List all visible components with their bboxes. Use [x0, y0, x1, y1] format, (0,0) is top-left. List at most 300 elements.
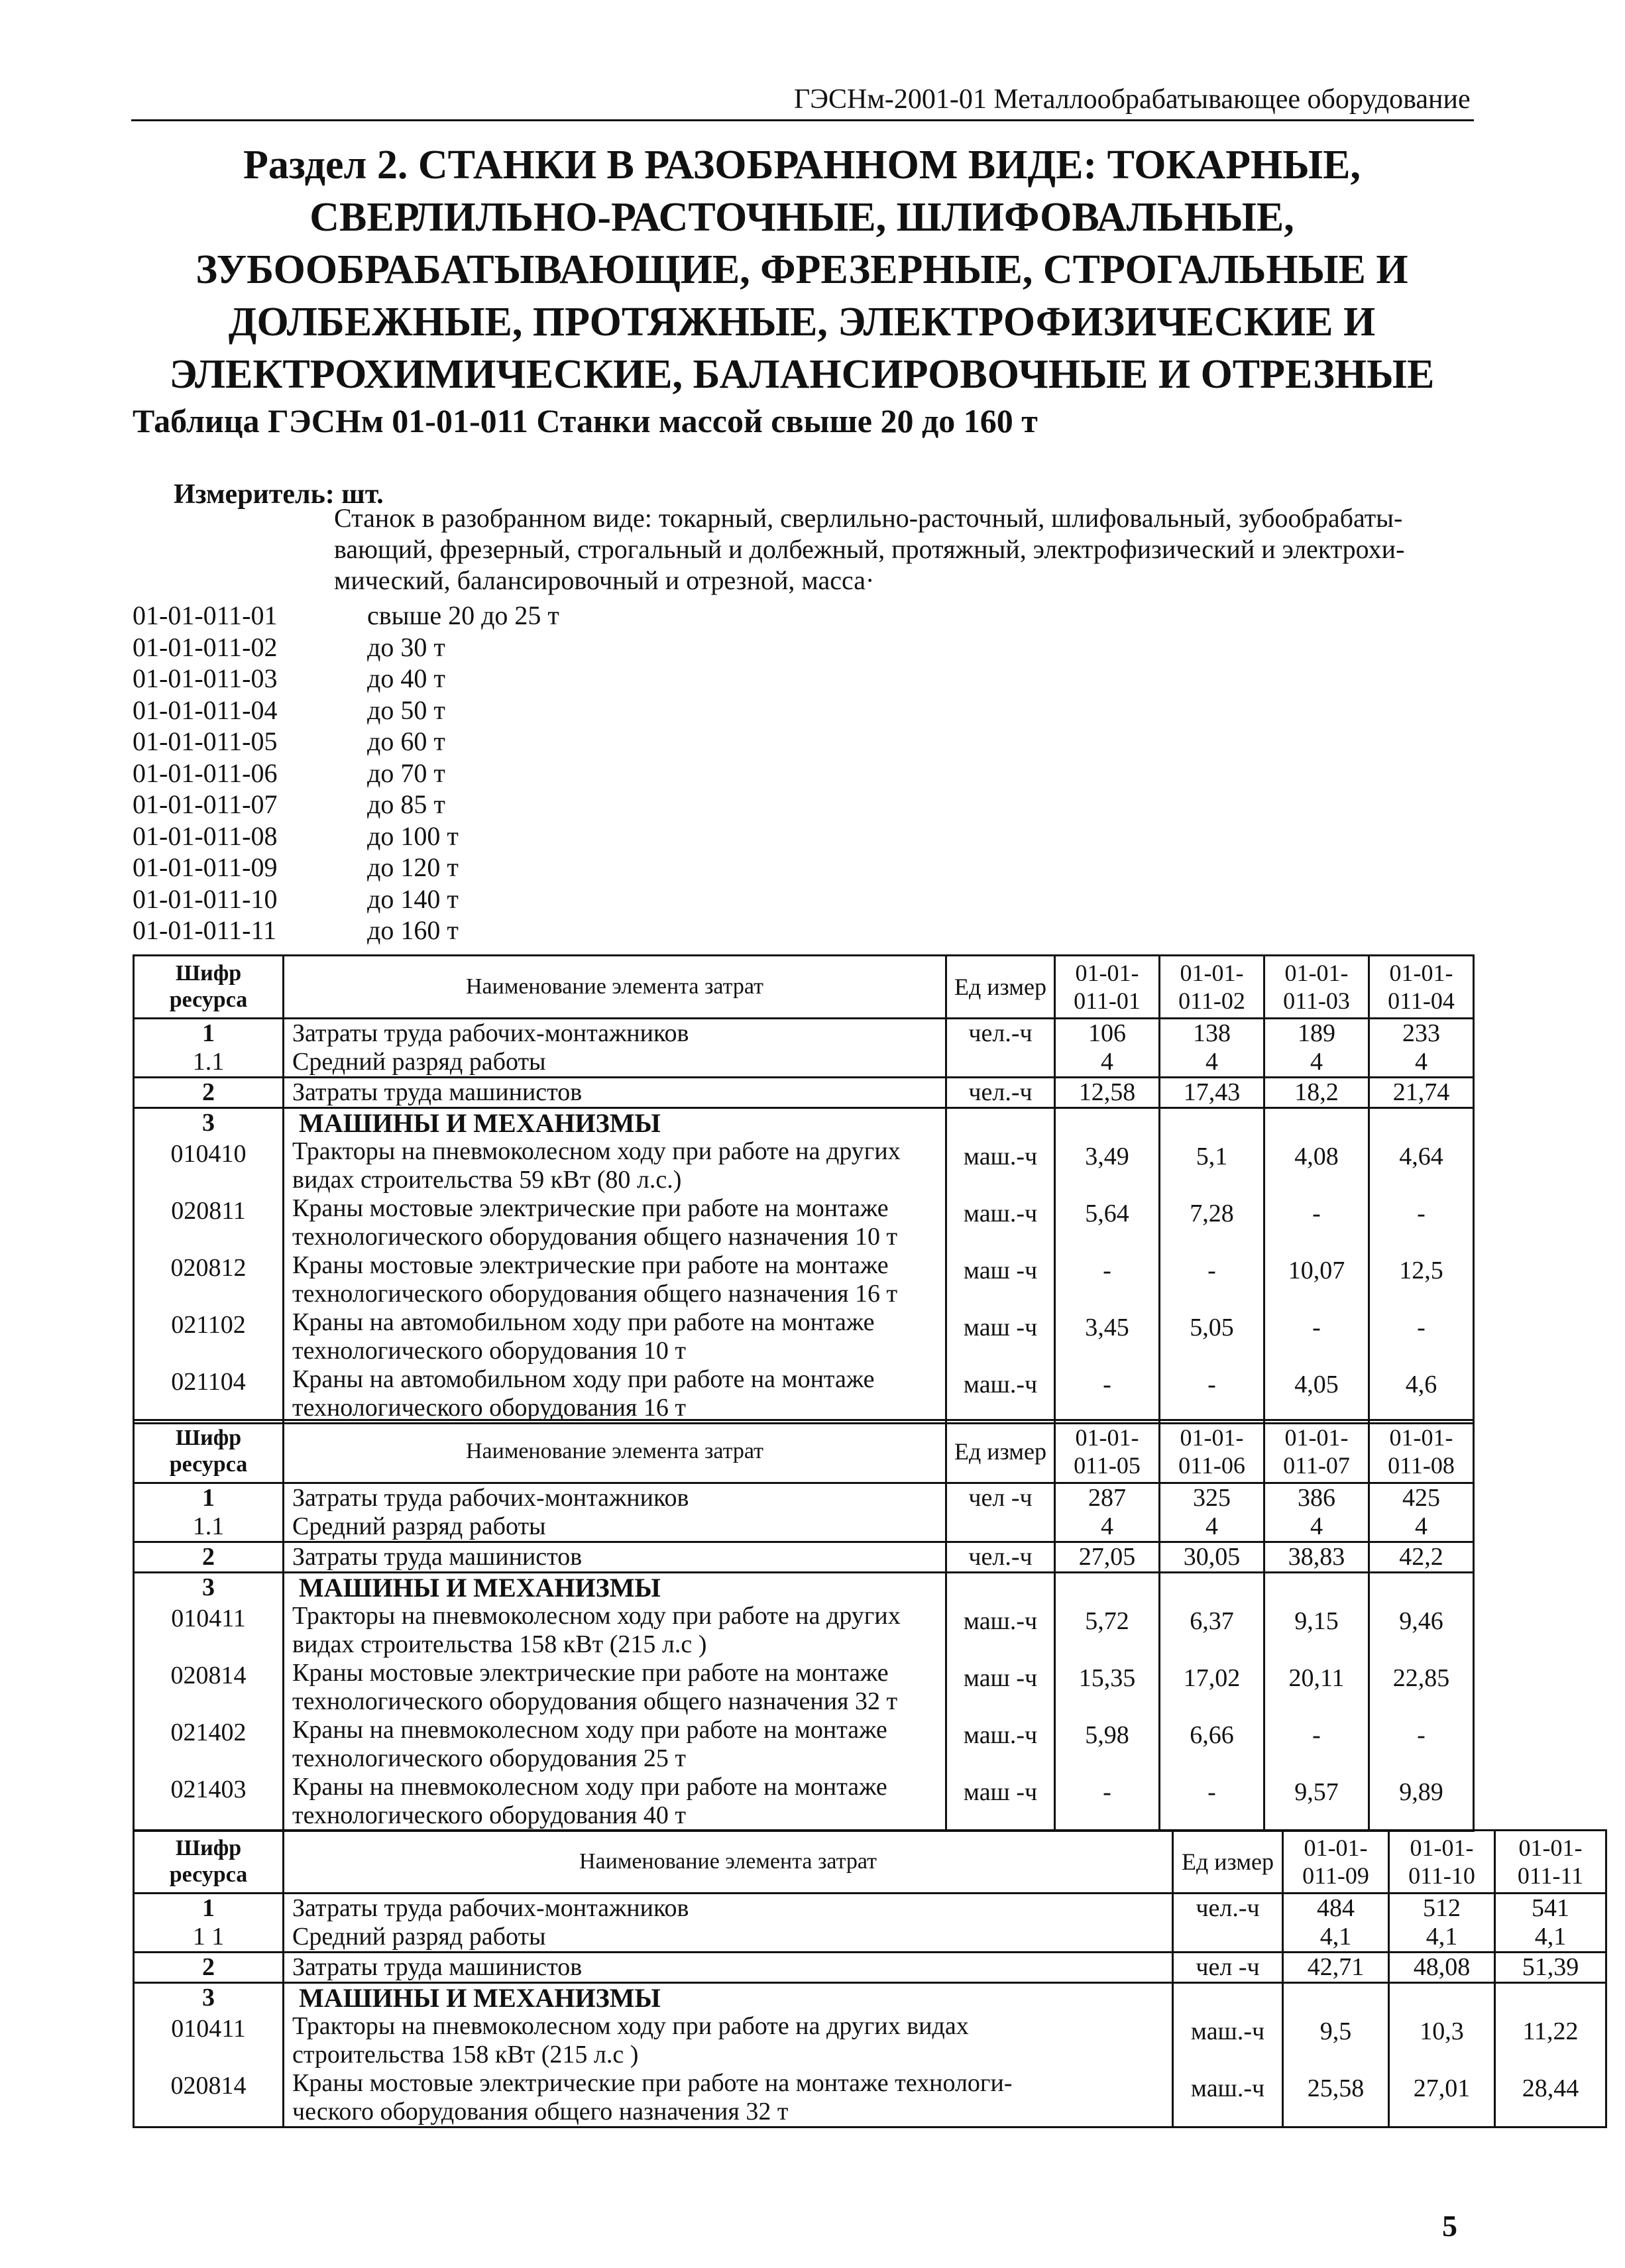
- value-cell: 425: [1369, 1483, 1474, 1513]
- resource-table-3: [133, 1829, 1607, 2128]
- cost-element-line: МАШИНЫ И МЕХАНИЗМЫ: [299, 1108, 661, 1138]
- cost-element-line: Затраты труда рабочих-монтажников: [292, 1019, 689, 1047]
- unit-of-measure: чел -ч: [1173, 1953, 1283, 1983]
- table-title: Таблица ГЭСНм 01-01-011 Станки массой свыше 20 до 160 т: [133, 402, 1038, 439]
- value-cell: 325: [1160, 1483, 1264, 1513]
- section-title-line: СВЕРЛИЛЬНО-РАСТОЧНЫЕ, ШЛИФОВАЛЬНЫЕ,: [309, 195, 1294, 240]
- cost-element-name: [284, 1659, 946, 1716]
- unit-of-measure: маш.-ч: [946, 1365, 1055, 1424]
- table-row: [134, 1573, 1474, 1603]
- value-cell: 5,72: [1055, 1602, 1160, 1659]
- value-cell: 541: [1495, 1894, 1606, 1923]
- cost-element-line: Затраты труда рабочих-монтажников: [292, 1894, 689, 1922]
- table-row: [134, 1019, 1474, 1049]
- cost-element-name: [284, 1251, 946, 1308]
- section-title-line: ЗУБООБРАБАТЫВАЮЩИЕ, ФРЕЗЕРНЫЕ, СТРОГАЛЬНЫЕ И: [196, 247, 1408, 292]
- resource-table-1: [133, 954, 1475, 1424]
- header-column-code: [1283, 1831, 1389, 1894]
- value-cell: 9,15: [1264, 1602, 1369, 1659]
- code-mass: до 100 т: [367, 821, 459, 851]
- header-code: Шифр ресурса: [134, 1831, 284, 1894]
- code-number: 01-01-011-10: [133, 883, 278, 914]
- header-code: Шифр ресурса: [134, 1420, 284, 1483]
- resource-code: 020814: [134, 1659, 284, 1716]
- header-column-line: 01-01-: [1410, 1835, 1474, 1861]
- value-cell: 3,45: [1055, 1308, 1160, 1365]
- code-mass: до 160 т: [367, 915, 459, 945]
- table-row: [134, 1602, 1474, 1659]
- resource-code: 020814: [134, 2069, 284, 2127]
- header-column-code: [1160, 1420, 1264, 1483]
- header-column-line: 011-10: [1408, 1862, 1475, 1889]
- value-cell: 233: [1369, 1019, 1474, 1049]
- cost-element-line: Тракторы на пневмоколесном ходу при работе на других видах: [292, 2012, 969, 2040]
- header-column-line: 011-07: [1283, 1452, 1350, 1479]
- header-column-line: 01-01-: [1180, 1424, 1244, 1451]
- cost-element-name: [284, 1019, 946, 1049]
- table-row: [134, 1716, 1474, 1773]
- resource-code: 2: [134, 1953, 284, 1983]
- unit-of-measure: маш -ч: [946, 1251, 1055, 1308]
- header-column-code: [1264, 1420, 1369, 1483]
- value-cell: 3,49: [1055, 1137, 1160, 1194]
- unit-of-measure: маш.-ч: [946, 1194, 1055, 1251]
- table-row: [134, 1108, 1474, 1138]
- cost-element-line: технологического оборудования общего назначения 32 т: [292, 1687, 898, 1715]
- code-number: 01-01-011-09: [133, 852, 278, 882]
- cost-element-line: Затраты труда машинистов: [292, 1953, 583, 1981]
- value-cell: 4: [1264, 1512, 1369, 1542]
- cost-element-name: [284, 1894, 1173, 1923]
- value-cell: 4: [1160, 1048, 1264, 1078]
- unit-of-measure: маш -ч: [946, 1659, 1055, 1716]
- cost-element-line: МАШИНЫ И МЕХАНИЗМЫ: [299, 1983, 661, 2013]
- value-cell: 4,1: [1283, 1923, 1389, 1953]
- value-cell: 4: [1055, 1512, 1160, 1542]
- resource-code: 2: [134, 1078, 284, 1108]
- cost-element-line: Краны на автомобильном ходу при работе на монтаже: [292, 1365, 875, 1393]
- unit-of-measure: [946, 1048, 1055, 1078]
- code-number: 01-01-011-04: [133, 695, 278, 725]
- value-cell: 12,5: [1369, 1251, 1474, 1308]
- code-row: [133, 852, 596, 883]
- table-row: [134, 1048, 1474, 1078]
- value-cell: 5,64: [1055, 1194, 1160, 1251]
- cost-element-name: [284, 2069, 1173, 2127]
- cost-element-line: технологического оборудования 10 т: [292, 1337, 686, 1365]
- header-name: Наименование элемента затрат: [284, 1420, 946, 1483]
- cost-element-line: видах строительства 59 кВт (80 л.с.): [292, 1166, 682, 1194]
- value-cell: 15,35: [1055, 1659, 1160, 1716]
- cost-element-name: [284, 1573, 946, 1603]
- value-cell: 9,89: [1369, 1773, 1474, 1831]
- cost-element-line: Средний разряд работы: [292, 1923, 546, 1951]
- value-cell: 4,64: [1369, 1137, 1474, 1194]
- unit-of-measure: маш -ч: [946, 1773, 1055, 1831]
- value-cell: 5,1: [1160, 1137, 1264, 1194]
- value-cell: 287: [1055, 1483, 1160, 1513]
- code-number: 01-01-011-11: [133, 915, 276, 945]
- table-row: [134, 2012, 1606, 2069]
- value-cell: [1264, 1573, 1369, 1603]
- header-column-code: [1055, 956, 1160, 1019]
- value-cell: -: [1264, 1194, 1369, 1251]
- code-mass: до 85 т: [367, 789, 445, 819]
- header-code: Шифр ресурса: [134, 956, 284, 1019]
- cost-element-line: Краны мостовые электрические при работе на монтаже: [292, 1194, 889, 1222]
- cost-element-line: строительства 158 кВт (215 л.с ): [292, 2041, 639, 2069]
- code-row: [133, 915, 596, 946]
- code-mass: до 140 т: [367, 883, 459, 914]
- cost-element-name: [284, 1512, 946, 1542]
- unit-of-measure: маш -ч: [946, 1308, 1055, 1365]
- cost-element-line: Краны на пневмоколесном ходу при работе на монтаже: [292, 1773, 887, 1801]
- section-title-line: ДОЛБЕЖНЫЕ, ПРОТЯЖНЫЕ, ЭЛЕКТРОФИЗИЧЕСКИЕ И: [228, 300, 1376, 345]
- table-row: [134, 1251, 1474, 1308]
- value-cell: [1055, 1573, 1160, 1603]
- cost-element-name: [284, 1716, 946, 1773]
- resource-code: 1: [134, 1019, 284, 1049]
- cost-element-line: технологического оборудования общего назначения 16 т: [292, 1280, 898, 1308]
- section-title: [152, 139, 1451, 401]
- value-cell: 42,2: [1369, 1542, 1474, 1573]
- header-name: Наименование элемента затрат: [284, 1831, 1173, 1894]
- cost-element-name: [284, 2012, 1173, 2069]
- cost-element-line: Тракторы на пневмоколесном ходу при работе на других: [292, 1137, 901, 1165]
- table-header-row: [134, 956, 1474, 1019]
- value-cell: [1264, 1108, 1369, 1138]
- cost-element-line: ческого оборудования общего назначения 32 т: [292, 2098, 789, 2126]
- cost-element-line: Краны на автомобильном ходу при работе на монтаже: [292, 1308, 875, 1336]
- header-column-line: 01-01-: [1389, 960, 1453, 986]
- value-cell: 4: [1055, 1048, 1160, 1078]
- cost-element-name: [284, 1194, 946, 1251]
- unit-of-measure: [946, 1573, 1055, 1603]
- cost-element-name: [284, 1923, 1173, 1953]
- header-column-code: [1369, 956, 1474, 1019]
- value-cell: -: [1369, 1194, 1474, 1251]
- header-column-line: 01-01-: [1284, 960, 1349, 986]
- code-mass: свыше 20 до 25 т: [367, 600, 559, 630]
- value-cell: 17,02: [1160, 1659, 1264, 1716]
- value-cell: 30,05: [1160, 1542, 1264, 1573]
- value-cell: 6,37: [1160, 1602, 1264, 1659]
- value-cell: 27,01: [1389, 2069, 1495, 2127]
- unit-of-measure: маш.-ч: [946, 1602, 1055, 1659]
- table-header-row: [134, 1420, 1474, 1483]
- table-row: [134, 1542, 1474, 1573]
- value-cell: [1495, 1983, 1606, 2013]
- value-cell: [1283, 1983, 1389, 2013]
- cost-element-line: Краны мостовые электрические при работе на монтаже технологи-: [292, 2069, 1013, 2097]
- code-mass: до 70 т: [367, 758, 445, 788]
- resource-code: 020811: [134, 1194, 284, 1251]
- cost-element-line: Тракторы на пневмоколесном ходу при работе на других: [292, 1602, 901, 1630]
- code-mass: до 30 т: [367, 632, 445, 662]
- table-row: [134, 1365, 1474, 1424]
- value-cell: 4,08: [1264, 1137, 1369, 1194]
- value-cell: -: [1264, 1716, 1369, 1773]
- unit-of-measure: [946, 1108, 1055, 1138]
- unit-of-measure: [1173, 1983, 1283, 2013]
- header-column-line: 01-01-: [1389, 1424, 1453, 1451]
- description-line: мический, балансировочный и отрезной, масса·: [334, 565, 875, 595]
- value-cell: 5,05: [1160, 1308, 1264, 1365]
- table-row: [134, 1483, 1474, 1513]
- table-row: [134, 1512, 1474, 1542]
- cost-element-line: Затраты труда машинистов: [292, 1543, 583, 1571]
- measure-unit: Измеритель: шт.: [174, 479, 384, 510]
- section-title-line: Раздел 2. СТАНКИ В РАЗОБРАННОМ ВИДЕ: ТОКАРНЫЕ,: [243, 142, 1361, 188]
- code-row: [133, 600, 596, 632]
- cost-element-line: технологического оборудования 16 т: [292, 1394, 686, 1422]
- value-cell: 10,07: [1264, 1251, 1369, 1308]
- cost-element-name: [284, 1308, 946, 1365]
- cost-element-line: Краны мостовые электрические при работе на монтаже: [292, 1251, 889, 1279]
- cost-element-line: видах строительства 158 кВт (215 л.с ): [292, 1630, 707, 1658]
- header-name: Наименование элемента затрат: [284, 956, 946, 1019]
- header-column-code: [1495, 1831, 1606, 1894]
- code-row: [133, 695, 596, 726]
- code-number: 01-01-011-07: [133, 789, 278, 819]
- unit-of-measure: маш.-ч: [1173, 2012, 1283, 2069]
- value-cell: 28,44: [1495, 2069, 1606, 2127]
- cost-element-name: [284, 1953, 1173, 1983]
- header-column-code: [1055, 1420, 1160, 1483]
- cost-element-name: [284, 1602, 946, 1659]
- resource-code: 021102: [134, 1308, 284, 1365]
- value-cell: 21,74: [1369, 1078, 1474, 1108]
- value-cell: 22,85: [1369, 1659, 1474, 1716]
- value-cell: -: [1055, 1365, 1160, 1424]
- header-column-line: 011-05: [1074, 1452, 1141, 1479]
- header-column-line: 01-01-: [1180, 960, 1244, 986]
- table-row: [134, 1194, 1474, 1251]
- header-column-line: 01-01-: [1518, 1835, 1583, 1861]
- value-cell: [1369, 1573, 1474, 1603]
- value-cell: [1369, 1108, 1474, 1138]
- value-cell: [1055, 1108, 1160, 1138]
- resource-code: 2: [134, 1542, 284, 1573]
- code-list: [133, 600, 596, 946]
- value-cell: 4,6: [1369, 1365, 1474, 1424]
- unit-of-measure: [946, 1512, 1055, 1542]
- resource-code: 1: [134, 1894, 284, 1923]
- resource-code: 021402: [134, 1716, 284, 1773]
- table-row: [134, 1923, 1606, 1953]
- cost-element-line: технологического оборудования 25 т: [292, 1744, 686, 1772]
- page-number: 5: [1442, 2209, 1457, 2243]
- code-row: [133, 821, 596, 852]
- header-column-line: 011-09: [1302, 1862, 1369, 1889]
- code-row: [133, 883, 596, 915]
- value-cell: 4: [1264, 1048, 1369, 1078]
- description-line: вающий, фрезерный, строгальный и долбежный, протяжный, электрофизический и электрохи-: [334, 534, 1405, 564]
- cost-element-line: Краны мостовые электрические при работе на монтаже: [292, 1659, 889, 1687]
- unit-of-measure: чел.-ч: [946, 1019, 1055, 1049]
- value-cell: 12,58: [1055, 1078, 1160, 1108]
- cost-element-line: Средний разряд работы: [292, 1512, 546, 1540]
- header-unit: Ед измер: [946, 1420, 1055, 1483]
- value-cell: 5,98: [1055, 1716, 1160, 1773]
- value-cell: 20,11: [1264, 1659, 1369, 1716]
- unit-of-measure: чел.-ч: [1173, 1894, 1283, 1923]
- value-cell: 42,71: [1283, 1953, 1389, 1983]
- value-cell: 6,66: [1160, 1716, 1264, 1773]
- code-number: 01-01-011-03: [133, 663, 278, 693]
- cost-element-name: [284, 1773, 946, 1831]
- code-mass: до 120 т: [367, 852, 459, 882]
- resource-code: 020812: [134, 1251, 284, 1308]
- description: [334, 502, 1473, 596]
- value-cell: 386: [1264, 1483, 1369, 1513]
- resource-code: 1: [134, 1483, 284, 1513]
- description-line: Станок в разобранном виде: токарный, сверлильно-расточный, шлифовальный, зубообрабаты-: [334, 503, 1403, 533]
- value-cell: -: [1055, 1251, 1160, 1308]
- header-column-line: 011-02: [1178, 988, 1245, 1014]
- header-column-line: 011-03: [1283, 988, 1350, 1014]
- header-column-line: 011-04: [1388, 988, 1455, 1014]
- code-row: [133, 632, 596, 663]
- header-column-code: [1160, 956, 1264, 1019]
- header-column-line: 011-01: [1074, 988, 1141, 1014]
- value-cell: 4,1: [1389, 1923, 1495, 1953]
- value-cell: 18,2: [1264, 1078, 1369, 1108]
- value-cell: 512: [1389, 1894, 1495, 1923]
- value-cell: 17,43: [1160, 1078, 1264, 1108]
- value-cell: 51,39: [1495, 1953, 1606, 1983]
- value-cell: -: [1369, 1716, 1474, 1773]
- header-column-line: 01-01-: [1075, 1424, 1139, 1451]
- code-number: 01-01-011-08: [133, 821, 278, 851]
- value-cell: 7,28: [1160, 1194, 1264, 1251]
- cost-element-name: [284, 1108, 946, 1138]
- header-unit: Ед измер: [1173, 1831, 1283, 1894]
- cost-element-name: [284, 1137, 946, 1194]
- value-cell: -: [1369, 1308, 1474, 1365]
- table-row: [134, 1894, 1606, 1923]
- table-row: [134, 1659, 1474, 1716]
- resource-code: 021403: [134, 1773, 284, 1831]
- table-row: [134, 1308, 1474, 1365]
- code-row: [133, 663, 596, 695]
- value-cell: 9,5: [1283, 2012, 1389, 2069]
- resource-code: 010411: [134, 1602, 284, 1659]
- value-cell: 4: [1369, 1048, 1474, 1078]
- unit-of-measure: маш.-ч: [946, 1716, 1055, 1773]
- table-row: [134, 1983, 1606, 2013]
- cost-element-name: [284, 1048, 946, 1078]
- table-row: [134, 1773, 1474, 1831]
- cost-element-line: Средний разряд работы: [292, 1048, 546, 1076]
- value-cell: 4,1: [1495, 1923, 1606, 1953]
- unit-of-measure: чел.-ч: [946, 1078, 1055, 1108]
- code-row: [133, 789, 596, 821]
- value-cell: -: [1160, 1251, 1264, 1308]
- code-number: 01-01-011-06: [133, 758, 278, 788]
- code-number: 01-01-011-05: [133, 726, 278, 756]
- code-number: 01-01-011-01: [133, 600, 278, 630]
- header-column-code: [1369, 1420, 1474, 1483]
- table-row: [134, 2069, 1606, 2127]
- value-cell: 25,58: [1283, 2069, 1389, 2127]
- code-mass: до 60 т: [367, 726, 445, 756]
- value-cell: 9,46: [1369, 1602, 1474, 1659]
- value-cell: 38,83: [1264, 1542, 1369, 1573]
- cost-element-name: [284, 1542, 946, 1573]
- code-mass: до 50 т: [367, 695, 445, 725]
- cost-element-name: [284, 1483, 946, 1513]
- value-cell: 4,05: [1264, 1365, 1369, 1424]
- unit-of-measure: чел.-ч: [946, 1542, 1055, 1573]
- code-row: [133, 758, 596, 789]
- code-number: 01-01-011-02: [133, 632, 278, 662]
- value-cell: 138: [1160, 1019, 1264, 1049]
- value-cell: 4: [1160, 1512, 1264, 1542]
- resource-code: 1.1: [134, 1512, 284, 1542]
- value-cell: 189: [1264, 1019, 1369, 1049]
- value-cell: 484: [1283, 1894, 1389, 1923]
- cost-element-line: Затраты труда рабочих-монтажников: [292, 1484, 689, 1512]
- resource-code: 1.1: [134, 1048, 284, 1078]
- unit-of-measure: маш.-ч: [1173, 2069, 1283, 2127]
- resource-table-2: [133, 1419, 1475, 1832]
- cost-element-line: Затраты труда машинистов: [292, 1078, 583, 1106]
- table-header-row: [134, 1831, 1606, 1894]
- value-cell: -: [1264, 1308, 1369, 1365]
- value-cell: -: [1160, 1365, 1264, 1424]
- code-mass: до 40 т: [367, 663, 445, 693]
- code-row: [133, 726, 596, 758]
- value-cell: 11,22: [1495, 2012, 1606, 2069]
- cost-element-name: [284, 1365, 946, 1424]
- value-cell: 10,3: [1389, 2012, 1495, 2069]
- value-cell: -: [1160, 1773, 1264, 1831]
- header-unit: Ед измер: [946, 956, 1055, 1019]
- header-column-line: 01-01-: [1075, 960, 1139, 986]
- header-column-code: [1389, 1831, 1495, 1894]
- value-cell: [1160, 1108, 1264, 1138]
- header-column-code: [1264, 956, 1369, 1019]
- cost-element-line: технологического оборудования 40 т: [292, 1801, 686, 1829]
- resource-code: 3: [134, 1573, 284, 1603]
- cost-element-name: [284, 1078, 946, 1108]
- header-column-line: 01-01-: [1284, 1424, 1349, 1451]
- value-cell: 48,08: [1389, 1953, 1495, 1983]
- value-cell: 4: [1369, 1512, 1474, 1542]
- value-cell: [1389, 1983, 1495, 2013]
- unit-of-measure: [1173, 1923, 1283, 1953]
- value-cell: 106: [1055, 1019, 1160, 1049]
- value-cell: 27,05: [1055, 1542, 1160, 1573]
- resource-code: 010411: [134, 2012, 284, 2069]
- value-cell: [1160, 1573, 1264, 1603]
- unit-of-measure: маш.-ч: [946, 1137, 1055, 1194]
- header-column-line: 011-06: [1178, 1452, 1245, 1479]
- header-column-line: 011-11: [1517, 1862, 1584, 1889]
- resource-code: 010410: [134, 1137, 284, 1194]
- section-title-line: ЭЛЕКТРОХИМИЧЕСКИЕ, БАЛАНСИРОВОЧНЫЕ И ОТРЕЗНЫЕ: [169, 352, 1435, 397]
- cost-element-name: [284, 1983, 1173, 2013]
- cost-element-line: технологического оборудования общего назначения 10 т: [292, 1223, 898, 1251]
- cost-element-line: Краны на пневмоколесном ходу при работе на монтаже: [292, 1716, 887, 1744]
- value-cell: -: [1055, 1773, 1160, 1831]
- header-rule: [131, 119, 1474, 121]
- header-column-line: 011-08: [1388, 1452, 1455, 1479]
- running-head: ГЭСНм-2001-01 Металлообрабатывающее оборудование: [794, 84, 1471, 115]
- resource-code: 021104: [134, 1365, 284, 1424]
- table-row: [134, 1078, 1474, 1108]
